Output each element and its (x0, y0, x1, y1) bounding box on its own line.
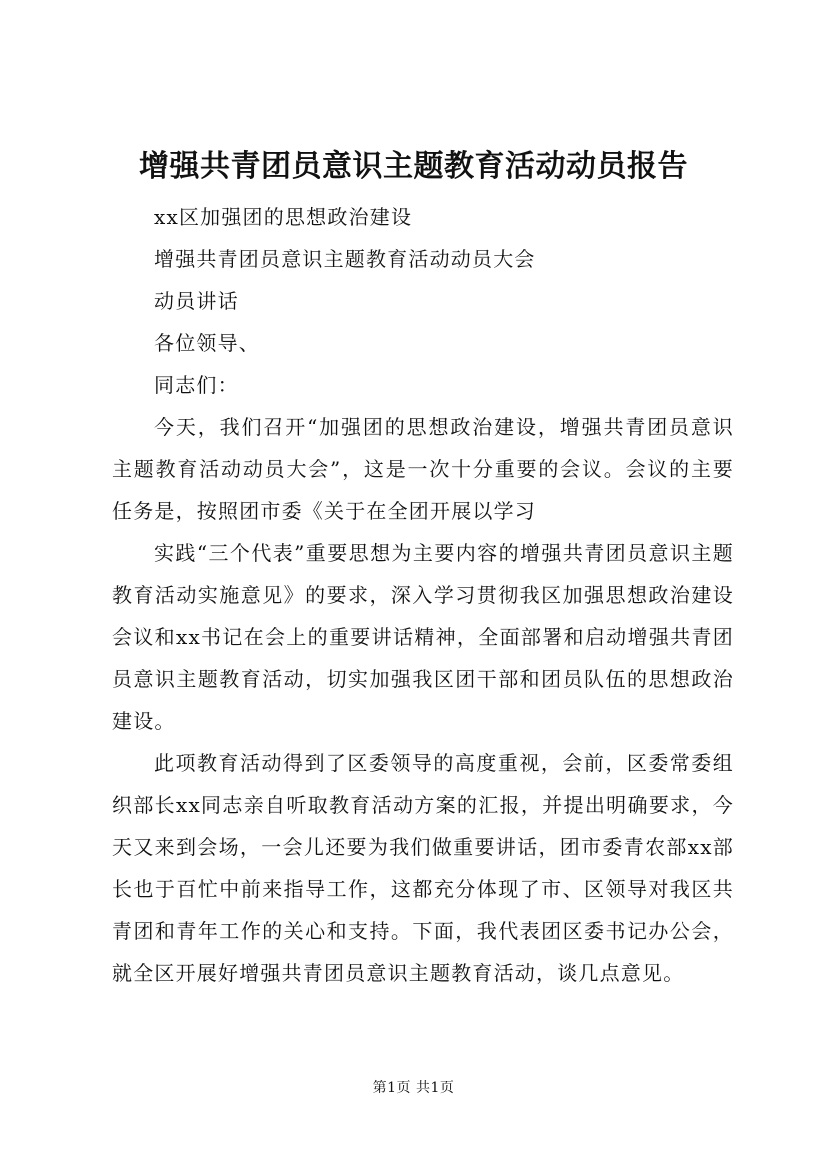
paragraph-greeting-comrades: 同志们： (154, 373, 239, 397)
paragraph-body-3: 此项教育活动得到了区委领导的高度重视，会前，区委常委组织部长xx同志亲自听取教育活动方案的汇报，并提出明确要求，今天又来到会场，一会儿还要为我们做重要讲话，团市委青农部xx部长也于百忙中前来指导工作，这都充分体现了市、区领导对我区共青团和青年工作的关心和支持。下面，我代表团区委书记办公会，就全区开展好增强共青团员意识主题教育活动，谈几点意见。 (112, 751, 734, 985)
paragraph-body-1: 今天，我们召开“加强团的思想政治建设，增强共青团员意识主题教育活动动员大会”，这是一次十分重要的会议。会议的主要任务是，按照团市委《关于在全团开展以学习 (112, 415, 734, 523)
paragraph-subtitle-district: xx区加强团的思想政治建设 (154, 205, 413, 229)
document-title: 增强共青团员意识主题教育活动动员报告 (139, 149, 688, 184)
page-footer: 第1页 共1页 (372, 1080, 455, 1096)
paragraph-meeting-name: 增强共青团员意识主题教育活动动员大会 (154, 247, 536, 271)
paragraph-speech-label: 动员讲话 (154, 289, 239, 313)
document-body (112, 196, 734, 994)
paragraph-greeting-leaders: 各位领导、 (154, 331, 260, 355)
paragraph-body-2: 实践“三个代表”重要思想为主要内容的增强共青团员意识主题教育活动实施意见》的要求，深入学习贯彻我区加强思想政治建设会议和xx书记在会上的重要讲话精神，全面部署和启动增强共青团员意识主题教育活动，切实加强我区团干部和团员队伍的思想政治建设。 (112, 541, 734, 733)
